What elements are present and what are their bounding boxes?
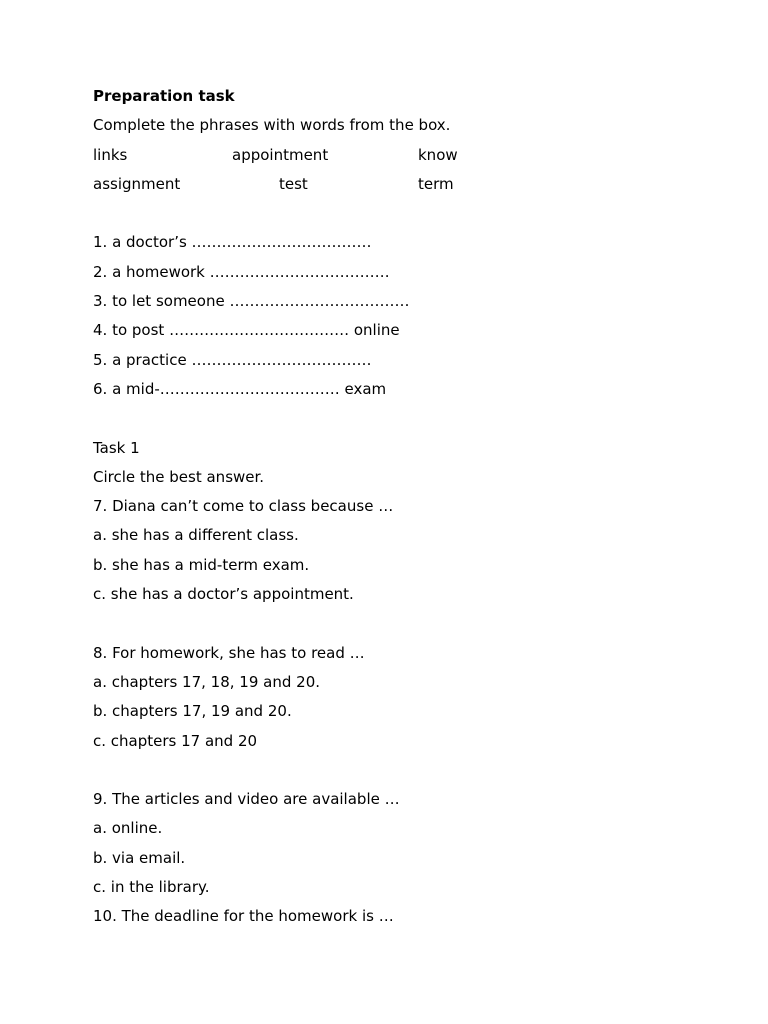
phrase-item: 2. a homework ……………………………… xyxy=(93,262,390,281)
task1-title: Task 1 xyxy=(93,438,140,457)
spacer xyxy=(93,612,693,641)
box-word: links xyxy=(93,145,128,164)
phrase-item: 5. a practice ……………………………… xyxy=(93,350,372,369)
answer-option: a. online. xyxy=(93,819,163,838)
question-10: 10. The deadline for the homework is … xyxy=(93,907,394,926)
word-box-row-1 xyxy=(93,144,693,173)
answer-option: c. chapters 17 and 20 xyxy=(93,731,258,750)
phrase-item: 3. to let someone ……………………………… xyxy=(93,292,410,311)
preparation-instruction: Complete the phrases with words from the box. xyxy=(93,116,451,135)
box-word: know xyxy=(418,145,458,164)
answer-option: b. chapters 17, 19 and 20. xyxy=(93,702,292,721)
answer-option: b. she has a mid-term exam. xyxy=(93,555,310,574)
box-word: assignment xyxy=(93,174,181,193)
preparation-title: Preparation task xyxy=(93,87,235,105)
question-9: 9. The articles and video are available … xyxy=(93,790,400,809)
box-word: term xyxy=(418,174,454,193)
answer-option: a. chapters 17, 18, 19 and 20. xyxy=(93,672,320,691)
answer-option: c. in the library. xyxy=(93,878,210,897)
spacer xyxy=(93,407,693,436)
worksheet xyxy=(93,85,693,935)
phrase-item: 4. to post ……………………………… online xyxy=(93,321,400,340)
word-box-row-2 xyxy=(93,173,693,202)
task1-instruction: Circle the best answer. xyxy=(93,467,265,486)
box-word: appointment xyxy=(232,145,329,164)
answer-option: b. via email. xyxy=(93,848,186,867)
question-8: 8. For homework, she has to read … xyxy=(93,643,365,662)
phrase-item: 6. a mid-……………………………… exam xyxy=(93,379,387,398)
spacer xyxy=(93,202,693,231)
phrase-item: 1. a doctor’s ……………………………… xyxy=(93,233,372,252)
answer-option: a. she has a different class. xyxy=(93,526,299,545)
spacer xyxy=(93,759,693,788)
answer-option: c. she has a doctor’s appointment. xyxy=(93,585,354,604)
question-7: 7. Diana can’t come to class because … xyxy=(93,497,394,516)
box-word: test xyxy=(279,174,308,193)
